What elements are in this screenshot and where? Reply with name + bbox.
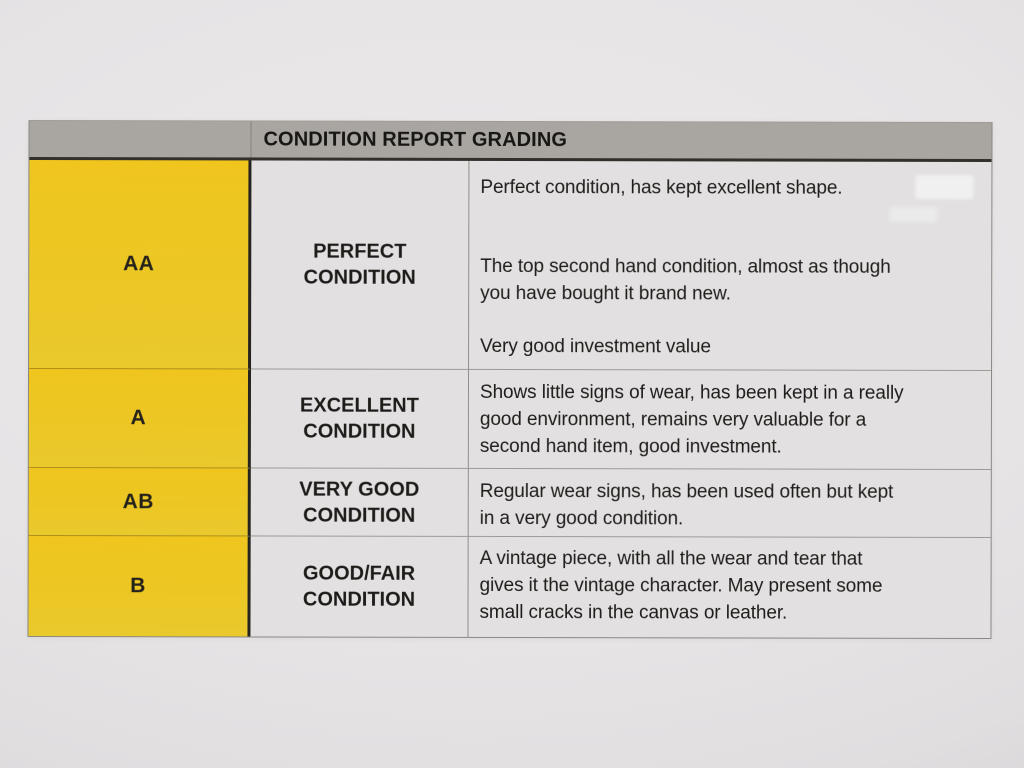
- condition-label-line: EXCELLENT: [299, 394, 419, 417]
- description-paragraph: Shows little signs of wear, has been kept in a really good environment, remains very valuable for a second hand item, good investment.: [479, 381, 904, 458]
- condition-label-line: CONDITION: [303, 266, 416, 289]
- condition-cell: [250, 536, 468, 636]
- description-cell: [469, 469, 991, 538]
- condition-label-line: VERY GOOD: [299, 478, 420, 501]
- grade-label: AB: [122, 489, 154, 513]
- condition-label-line: PERFECT: [313, 240, 407, 263]
- header-corner-cell: [29, 121, 251, 157]
- condition-report-table: [27, 120, 992, 639]
- grade-cell: [28, 536, 250, 636]
- condition-cell: [251, 160, 469, 369]
- grade-cell: [29, 468, 251, 536]
- description-paragraph: A vintage piece, with all the wear and tear that gives it the vintage character. May present some small cracks in the canvas or leather.: [479, 547, 883, 624]
- grade-cell: [29, 160, 251, 369]
- whiteout-patch: [889, 207, 937, 222]
- grade-label: B: [130, 574, 146, 598]
- condition-cell: [251, 468, 469, 536]
- table-row-b: [28, 536, 990, 638]
- description-cell: [469, 370, 991, 470]
- table-row-a: [29, 369, 991, 470]
- description-cell: [468, 537, 990, 638]
- description-paragraph: Perfect condition, has kept excellent shape.: [480, 176, 843, 199]
- description-paragraph: Very good investment value: [480, 335, 711, 358]
- grade-cell: [29, 369, 251, 468]
- description-paragraph: Regular wear signs, has been used often but kept in a very good condition.: [479, 480, 894, 530]
- table-title: CONDITION REPORT GRADING: [263, 128, 568, 152]
- condition-cell: [251, 369, 469, 468]
- table-row-ab: [29, 468, 991, 538]
- condition-label-line: CONDITION: [302, 588, 416, 611]
- condition-label-line: GOOD/FAIR: [302, 562, 416, 585]
- condition-label-line: CONDITION: [303, 420, 416, 443]
- description-paragraph: The top second hand condition, almost as though you have bought it brand new.: [480, 255, 891, 305]
- table-header-row: [29, 121, 991, 162]
- grade-label: A: [130, 406, 147, 430]
- table-row-aa: [29, 160, 991, 371]
- condition-label-line: CONDITION: [303, 504, 416, 527]
- description-cell: [469, 161, 991, 371]
- whiteout-patch: [915, 175, 973, 199]
- grade-label: AA: [123, 252, 155, 276]
